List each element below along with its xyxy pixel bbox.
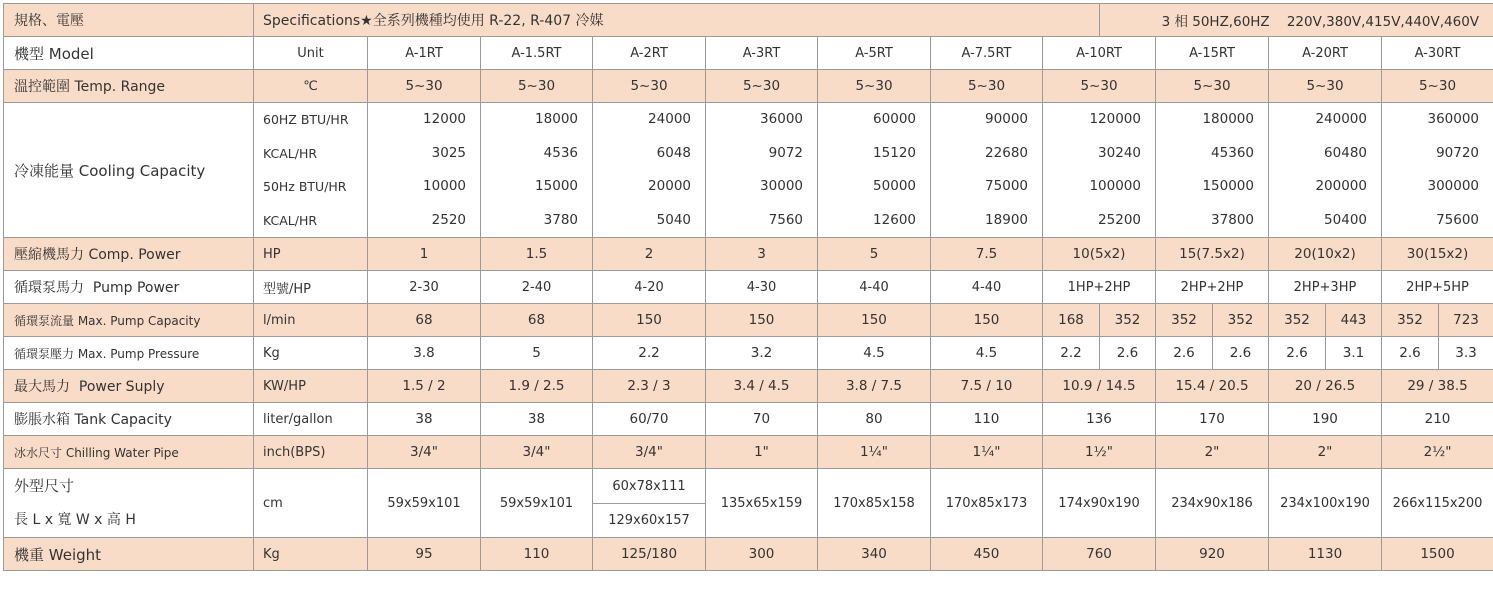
cooling-value: 200000 [1269, 170, 1381, 204]
value-cell: 1" [706, 436, 818, 469]
row-label: 冰水尺寸 Chilling Water Pipe [4, 436, 254, 469]
value-cell: 80 [818, 403, 931, 436]
unit-cell: liter/gallon [254, 403, 368, 436]
cooling-value: 25200 [1043, 204, 1155, 238]
value-cell: 1.5 [481, 238, 593, 271]
cooling-value: 50400 [1269, 204, 1381, 238]
cooling-value: 9072 [706, 137, 817, 171]
cooling-value: 6048 [593, 137, 705, 171]
cooling-value: 300000 [1382, 170, 1493, 204]
cooling-value: 90000 [931, 103, 1042, 137]
cooling-value: 15000 [481, 170, 592, 204]
unit-line: KCAL/HR [254, 204, 367, 238]
cooling-value: 15120 [818, 137, 930, 171]
cooling-value: 10000 [368, 170, 480, 204]
value-cell: 723 [1439, 304, 1493, 337]
value-cell: 5~30 [368, 70, 481, 103]
value-cell: 3.2 [706, 337, 818, 370]
cooling-value: 75000 [931, 170, 1042, 204]
cooling-value: 36000 [706, 103, 817, 137]
row-label: 最大馬力 Power Suply [4, 370, 254, 403]
dimensions-split [593, 469, 706, 538]
value-cell: 1½" [1043, 436, 1156, 469]
cooling-value: 7560 [706, 204, 817, 238]
pump-capacity-row [4, 304, 1493, 337]
value-cell: 2½" [1382, 436, 1493, 469]
value-cell: 210 [1382, 403, 1493, 436]
row-label: 機重 Weight [4, 538, 254, 571]
unit-cell: l/min [254, 304, 368, 337]
value-cell: 1130 [1269, 538, 1382, 571]
model-cell: A-1RT [368, 37, 481, 70]
cooling-value: 18000 [481, 103, 592, 137]
value-cell: 3/4" [368, 436, 481, 469]
value-cell: 60x78x111 [593, 470, 705, 504]
value-cell: 1 [368, 238, 481, 271]
value-cell: 2.2 [593, 337, 706, 370]
unit-cell: KW/HP [254, 370, 368, 403]
cooling-value: 3780 [481, 204, 592, 238]
unit-cell: Unit [254, 37, 368, 70]
value-cell: 2.6 [1213, 337, 1269, 370]
row-label: 機型 Model [4, 37, 254, 70]
unit-cell: Kg [254, 538, 368, 571]
value-cell: 352 [1156, 304, 1213, 337]
cooling-row [4, 103, 1493, 238]
row-label: 冷凍能量 Cooling Capacity [4, 103, 254, 238]
value-cell: 352 [1213, 304, 1269, 337]
value-cell: 352 [1382, 304, 1439, 337]
water-pipe-row [4, 436, 1493, 469]
model-cell: A-1.5RT [481, 37, 593, 70]
cooling-col [1382, 103, 1493, 238]
unit-cell: HP [254, 238, 368, 271]
value-cell: 150 [931, 304, 1043, 337]
value-cell: 5~30 [481, 70, 593, 103]
cooling-value: 2520 [368, 204, 480, 238]
value-cell: 352 [1100, 304, 1156, 337]
value-cell: 2-30 [368, 271, 481, 304]
cooling-col [818, 103, 931, 238]
value-cell: 4-30 [706, 271, 818, 304]
value-cell: 170x85x158 [818, 469, 931, 538]
value-cell: 7.5 / 10 [931, 370, 1043, 403]
cooling-value: 30000 [706, 170, 817, 204]
value-cell: 29 / 38.5 [1382, 370, 1493, 403]
row-label: 循環泵馬力 Pump Power [4, 271, 254, 304]
cooling-value: 60000 [818, 103, 930, 137]
value-cell: 2-40 [481, 271, 593, 304]
value-cell: 125/180 [593, 538, 706, 571]
value-cell: 3.8 [368, 337, 481, 370]
dimensions-row [4, 469, 1493, 538]
value-cell: 3.8 / 7.5 [818, 370, 931, 403]
value-cell: 190 [1269, 403, 1382, 436]
cooling-value: 37800 [1156, 204, 1268, 238]
value-cell: 150 [818, 304, 931, 337]
cooling-col [706, 103, 818, 238]
value-cell: 2.6 [1382, 337, 1439, 370]
value-cell: 68 [481, 304, 593, 337]
value-cell: 15.4 / 20.5 [1156, 370, 1269, 403]
value-cell: 59x59x101 [368, 469, 481, 538]
tank-capacity-row [4, 403, 1493, 436]
value-cell: 352 [1269, 304, 1326, 337]
cooling-value: 150000 [1156, 170, 1268, 204]
value-cell: 1500 [1382, 538, 1493, 571]
value-cell: 129x60x157 [593, 504, 705, 537]
unit-cell: ℃ [254, 70, 368, 103]
cooling-value: 120000 [1043, 103, 1155, 137]
model-cell: A-30RT [1382, 37, 1493, 70]
value-cell: 20(10x2) [1269, 238, 1382, 271]
row-label: 外型尺寸 [4, 469, 253, 503]
value-cell: 110 [481, 538, 593, 571]
unit-cell: cm [254, 469, 368, 538]
cooling-col [1043, 103, 1156, 238]
model-cell: A-15RT [1156, 37, 1269, 70]
cooling-value: 50000 [818, 170, 930, 204]
value-cell: 150 [706, 304, 818, 337]
value-cell: 443 [1326, 304, 1382, 337]
value-cell: 340 [818, 538, 931, 571]
cooling-value: 360000 [1382, 103, 1493, 137]
value-cell: 920 [1156, 538, 1269, 571]
value-cell: 2.3 / 3 [593, 370, 706, 403]
value-cell: 60/70 [593, 403, 706, 436]
value-cell: 4-40 [818, 271, 931, 304]
value-cell: 150 [593, 304, 706, 337]
value-cell: 10(5x2) [1043, 238, 1156, 271]
value-cell: 2" [1156, 436, 1269, 469]
value-cell: 234x100x190 [1269, 469, 1382, 538]
model-cell: A-20RT [1269, 37, 1382, 70]
value-cell: 168 [1043, 304, 1100, 337]
value-cell: 760 [1043, 538, 1156, 571]
value-cell: 2.6 [1269, 337, 1326, 370]
value-cell: 38 [481, 403, 593, 436]
cooling-value: 100000 [1043, 170, 1155, 204]
spec-text: Specifications★全系列機種均使用 R-22, R-407 冷媒 [254, 4, 1100, 37]
value-cell: 20 / 26.5 [1269, 370, 1382, 403]
power-supply-row [4, 370, 1493, 403]
header-row [4, 4, 1493, 37]
unit-line: 60HZ BTU/HR [254, 103, 367, 137]
value-cell: 450 [931, 538, 1043, 571]
unit-cell: 型號/HP [254, 271, 368, 304]
cooling-value: 12000 [368, 103, 480, 137]
unit-line: 50Hz BTU/HR [254, 170, 367, 204]
value-cell: 5~30 [706, 70, 818, 103]
model-cell: A-10RT [1043, 37, 1156, 70]
value-cell: 5~30 [1043, 70, 1156, 103]
model-cell: A-3RT [706, 37, 818, 70]
cooling-value: 90720 [1382, 137, 1493, 171]
value-cell: 135x65x159 [706, 469, 818, 538]
pump-power-row [4, 271, 1493, 304]
model-cell: A-5RT [818, 37, 931, 70]
row-label: 膨脹水箱 Tank Capacity [4, 403, 254, 436]
value-cell: 2.6 [1156, 337, 1213, 370]
value-cell: 170 [1156, 403, 1269, 436]
value-cell: 7.5 [931, 238, 1043, 271]
value-cell: 5~30 [1382, 70, 1493, 103]
cooling-units [254, 103, 368, 238]
value-cell: 3.1 [1326, 337, 1382, 370]
value-cell: 2" [1269, 436, 1382, 469]
cooling-col [931, 103, 1043, 238]
value-cell: 300 [706, 538, 818, 571]
dimensions-label [4, 469, 254, 538]
cooling-value: 3025 [368, 137, 480, 171]
value-cell: 5~30 [818, 70, 931, 103]
value-cell: 15(7.5x2) [1156, 238, 1269, 271]
value-cell: 136 [1043, 403, 1156, 436]
model-cell: A-7.5RT [931, 37, 1043, 70]
cooling-value: 240000 [1269, 103, 1381, 137]
value-cell: 3.4 / 4.5 [706, 370, 818, 403]
value-cell: 1¼" [818, 436, 931, 469]
value-cell: 3/4" [481, 436, 593, 469]
value-cell: 170x85x173 [931, 469, 1043, 538]
cooling-col [368, 103, 481, 238]
value-cell: 3 [706, 238, 818, 271]
value-cell: 5 [481, 337, 593, 370]
value-cell: 4-20 [593, 271, 706, 304]
value-cell: 59x59x101 [481, 469, 593, 538]
row-label: 溫控範圍 Temp. Range [4, 70, 254, 103]
unit-line: KCAL/HR [254, 137, 367, 171]
cooling-value: 22680 [931, 137, 1042, 171]
value-cell: 2HP+2HP [1156, 271, 1269, 304]
model-cell: A-2RT [593, 37, 706, 70]
cooling-value: 24000 [593, 103, 705, 137]
value-cell: 5~30 [593, 70, 706, 103]
value-cell: 5~30 [1156, 70, 1269, 103]
value-cell: 4-40 [931, 271, 1043, 304]
value-cell: 1.9 / 2.5 [481, 370, 593, 403]
value-cell: 5~30 [931, 70, 1043, 103]
cooling-value: 180000 [1156, 103, 1268, 137]
cooling-value: 12600 [818, 204, 930, 238]
value-cell: 2HP+3HP [1269, 271, 1382, 304]
phase-text: 3 相 50HZ,60HZ 220V,380V,415V,440V,460V [1100, 4, 1493, 37]
cooling-value: 60480 [1269, 137, 1381, 171]
value-cell: 68 [368, 304, 481, 337]
cooling-value: 18900 [931, 204, 1042, 238]
value-cell: 95 [368, 538, 481, 571]
value-cell: 266x115x200 [1382, 469, 1493, 538]
value-cell: 3.3 [1439, 337, 1493, 370]
value-cell: 30(15x2) [1382, 238, 1493, 271]
cooling-col [481, 103, 593, 238]
cooling-col [593, 103, 706, 238]
value-cell: 1HP+2HP [1043, 271, 1156, 304]
cooling-value: 20000 [593, 170, 705, 204]
cooling-value: 75600 [1382, 204, 1493, 238]
cooling-col [1156, 103, 1269, 238]
row-label: 長 L x 寬 W x 高 H [4, 503, 253, 537]
model-row [4, 37, 1493, 70]
weight-row [4, 538, 1493, 571]
value-cell: 5~30 [1269, 70, 1382, 103]
value-cell: 4.5 [818, 337, 931, 370]
value-cell: 70 [706, 403, 818, 436]
header-label: 規格、電壓 [4, 4, 254, 37]
value-cell: 110 [931, 403, 1043, 436]
row-label: 循環泵壓力 Max. Pump Pressure [4, 337, 254, 370]
unit-cell: Kg [254, 337, 368, 370]
value-cell: 3/4" [593, 436, 706, 469]
row-label: 壓縮機馬力 Comp. Power [4, 238, 254, 271]
cooling-value: 5040 [593, 204, 705, 238]
spec-table [3, 3, 1493, 571]
row-label: 循環泵流量 Max. Pump Capacity [4, 304, 254, 337]
value-cell: 2.6 [1100, 337, 1156, 370]
cooling-value: 45360 [1156, 137, 1268, 171]
value-cell: 2.2 [1043, 337, 1100, 370]
value-cell: 234x90x186 [1156, 469, 1269, 538]
cooling-value: 4536 [481, 137, 592, 171]
cooling-value: 30240 [1043, 137, 1155, 171]
value-cell: 5 [818, 238, 931, 271]
value-cell: 2HP+5HP [1382, 271, 1493, 304]
unit-cell: inch(BPS) [254, 436, 368, 469]
value-cell: 1.5 / 2 [368, 370, 481, 403]
pump-pressure-row [4, 337, 1493, 370]
value-cell: 4.5 [931, 337, 1043, 370]
comp-power-row [4, 238, 1493, 271]
temp-row [4, 70, 1493, 103]
cooling-col [1269, 103, 1382, 238]
value-cell: 38 [368, 403, 481, 436]
value-cell: 1¼" [931, 436, 1043, 469]
value-cell: 2 [593, 238, 706, 271]
value-cell: 10.9 / 14.5 [1043, 370, 1156, 403]
value-cell: 174x90x190 [1043, 469, 1156, 538]
